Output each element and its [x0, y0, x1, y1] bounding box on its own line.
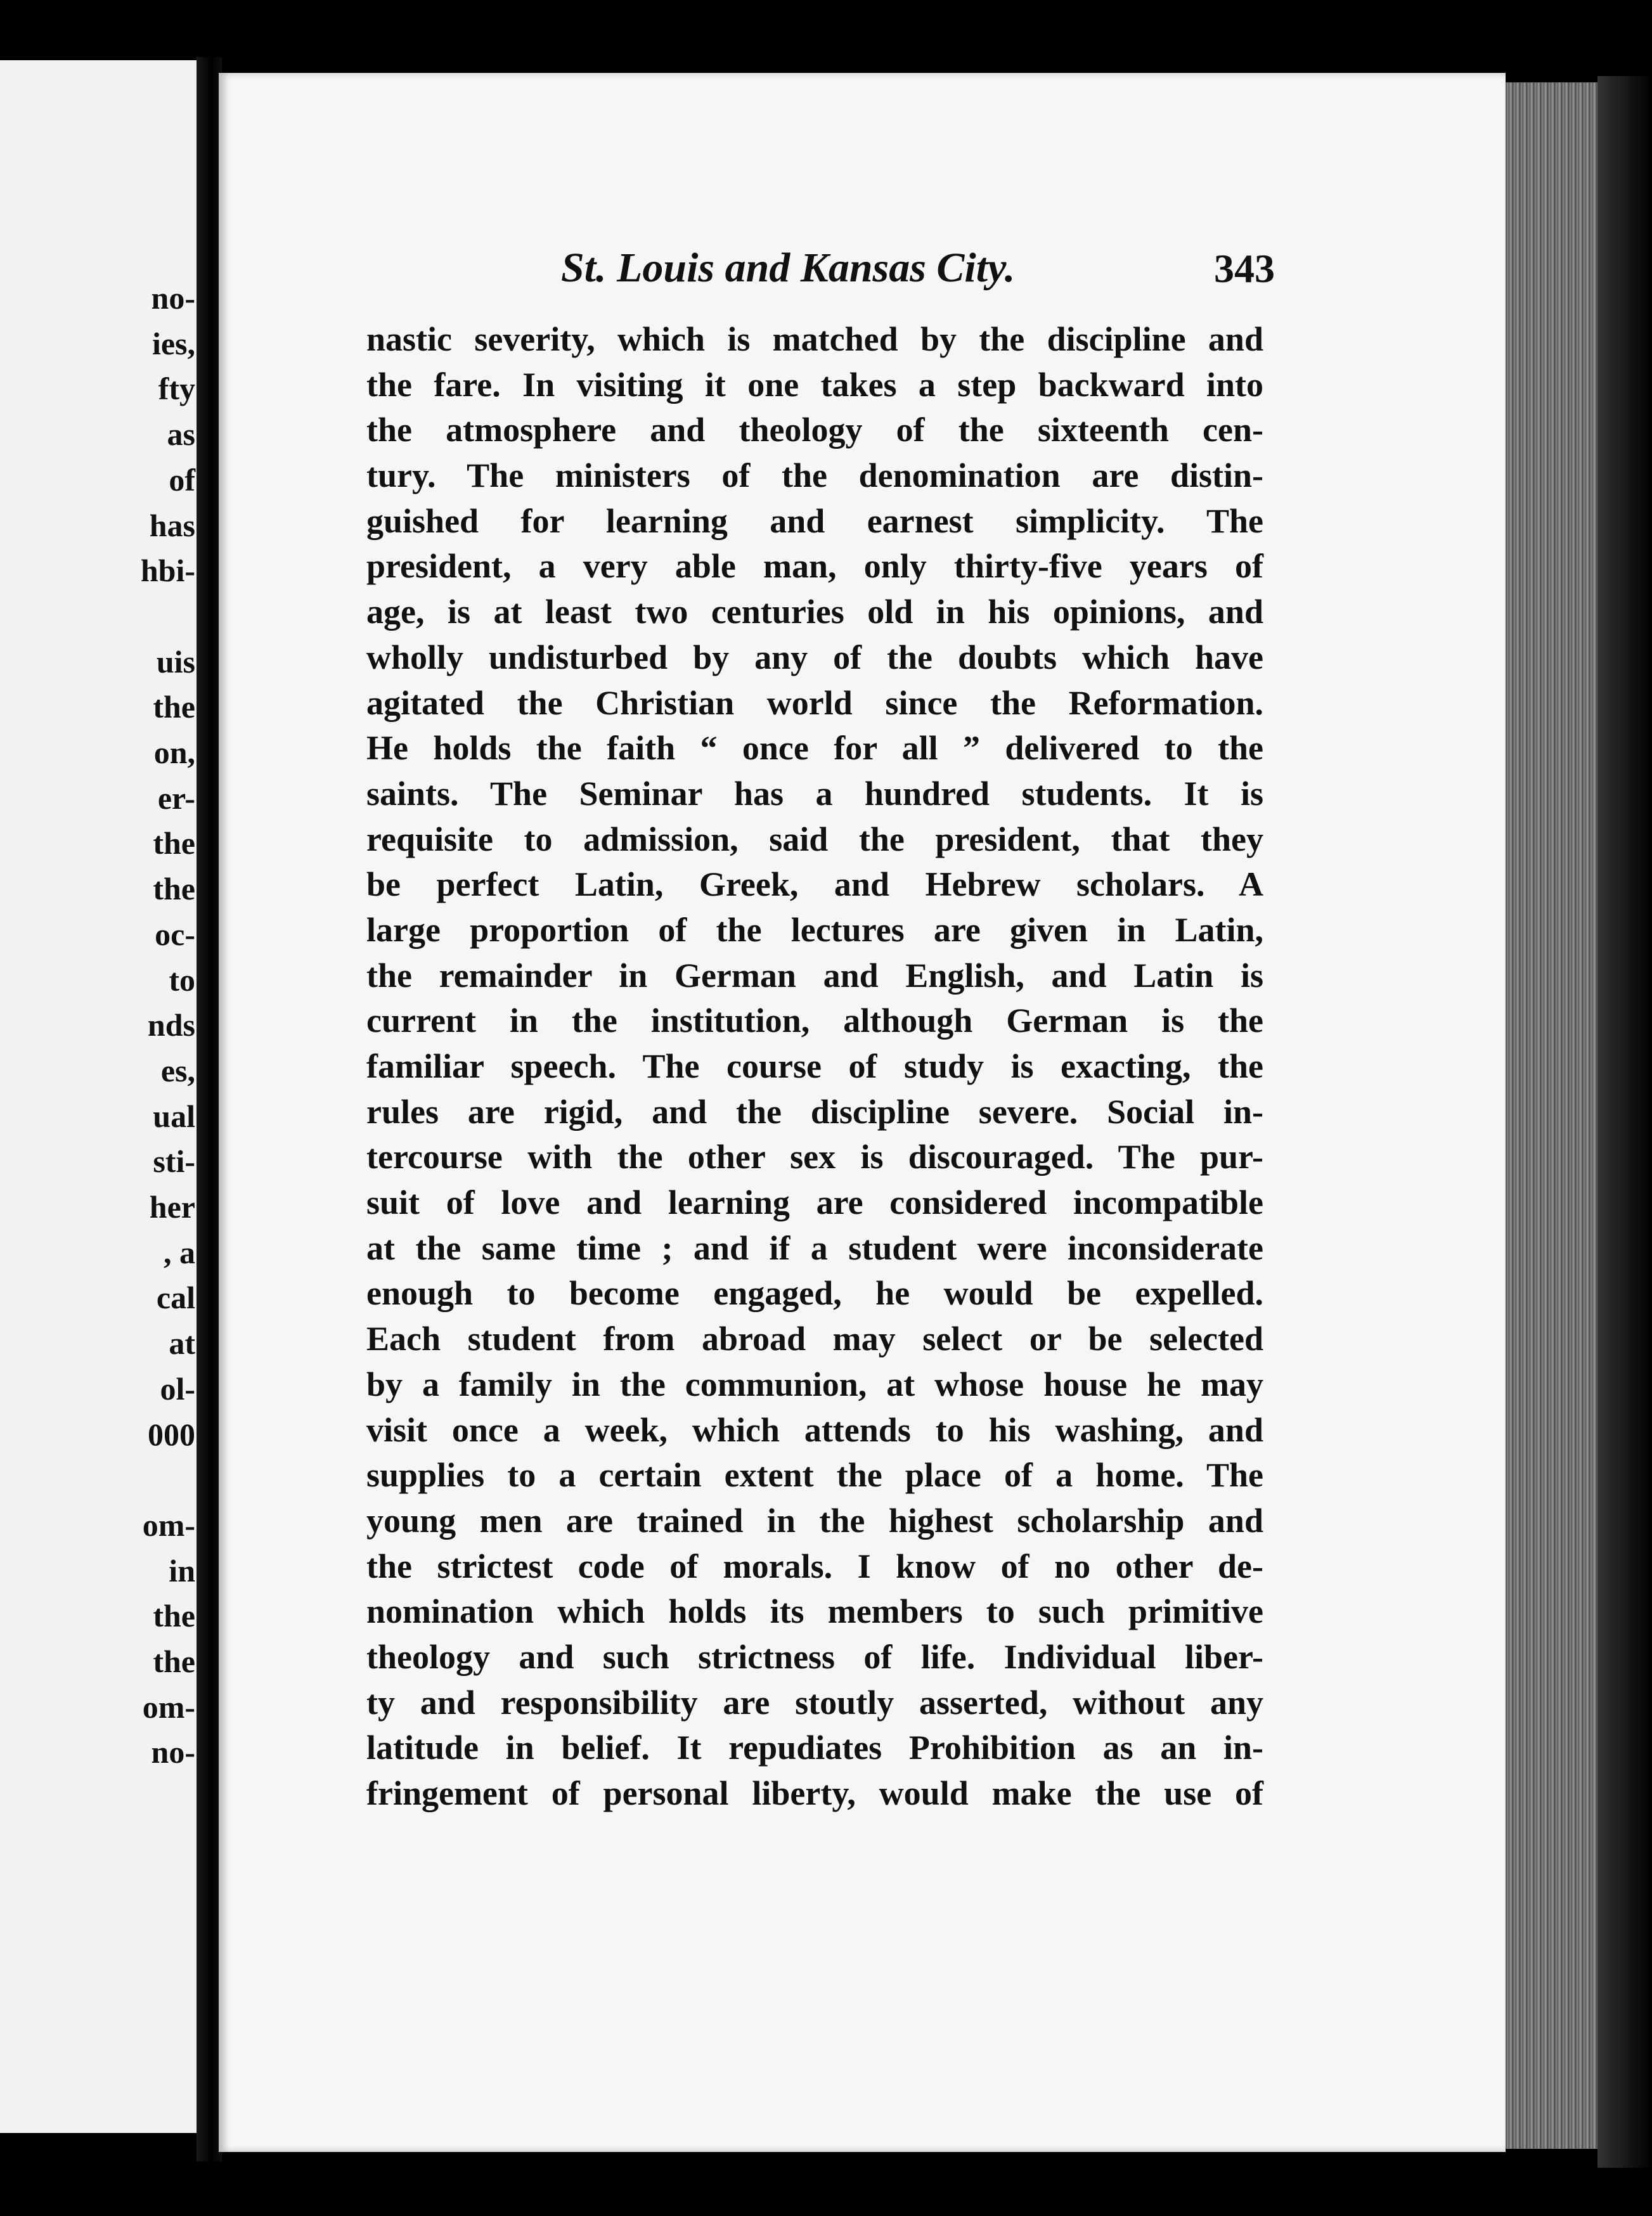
text-line: suit of love and learning are considered incompatible: [366, 1183, 1263, 1222]
previous-page-line-fragment: om-: [142, 1507, 195, 1543]
text-line: the strictest code of morals. I know of no other de-: [366, 1547, 1263, 1585]
text-line: fringement of personal liberty, would make the use of: [366, 1774, 1263, 1812]
text-line: saints. The Seminar has a hundred students. It is: [366, 774, 1263, 813]
text-line: agitated the Christian world since the Reformation.: [366, 683, 1263, 722]
text-line: large proportion of the lectures are given in Latin,: [366, 910, 1263, 949]
previous-page-line-fragment: her: [149, 1189, 195, 1225]
current-page: [219, 73, 1506, 2152]
previous-page-line-fragment: ual: [153, 1098, 195, 1134]
previous-page-line-fragment: uis: [156, 643, 195, 680]
text-line: rules are rigid, and the discipline severe. Social in-: [366, 1092, 1263, 1131]
text-line: visit once a week, which attends to his washing, and: [366, 1410, 1263, 1449]
previous-page-line-fragment: er-: [157, 780, 195, 816]
page-edges: [1502, 82, 1597, 2149]
previous-page-line-fragment: es,: [160, 1052, 195, 1088]
previous-page-line-fragment: 000: [148, 1416, 195, 1452]
previous-page-line-fragment: nds: [147, 1007, 195, 1043]
previous-page-line-fragment: to: [169, 962, 195, 998]
text-line: theology and such strictness of life. Individual liber-: [366, 1637, 1263, 1676]
previous-page-line-fragment: sti-: [153, 1143, 195, 1180]
previous-page-line-fragment: the: [153, 1598, 195, 1634]
text-line: ty and responsibility are stoutly asserted, without any: [366, 1683, 1263, 1722]
text-line: guished for learning and earnest simplicity. The: [366, 501, 1263, 540]
page-number: 343: [1214, 246, 1275, 291]
text-line: age, is at least two centuries old in his opinions, and: [366, 593, 1263, 631]
text-line: the remainder in German and English, and Latin is: [366, 956, 1263, 995]
previous-page: [0, 60, 203, 2133]
text-line: tercourse with the other sex is discouraged. The pur-: [366, 1138, 1263, 1176]
text-line: president, a very able man, only thirty-five years of: [366, 547, 1263, 586]
previous-page-line-fragment: at: [169, 1325, 195, 1362]
text-line: requisite to admission, said the president, that they: [366, 820, 1263, 858]
text-line: nastic severity, which is matched by the discipline and: [366, 320, 1263, 358]
text-line: wholly undisturbed by any of the doubts which have: [366, 638, 1263, 676]
text-line: young men are trained in the highest scholarship and: [366, 1501, 1263, 1540]
previous-page-line-fragment: ies,: [152, 325, 195, 361]
previous-page-line-fragment: the: [153, 689, 195, 725]
previous-page-line-fragment: oc-: [155, 916, 195, 952]
running-head-title: St. Louis and Kansas City.: [561, 245, 1016, 291]
text-line: at the same time ; and if a student were inconsiderate: [366, 1228, 1263, 1267]
text-line: by a family in the communion, at whose house he may: [366, 1365, 1263, 1403]
text-line: the atmosphere and theology of the sixteenth cen-: [366, 411, 1263, 449]
text-line: current in the institution, although German is the: [366, 1002, 1263, 1040]
previous-page-line-fragment: the: [153, 1644, 195, 1679]
previous-page-line-fragment: cal: [156, 1280, 195, 1316]
previous-page-line-fragment: , a: [164, 1234, 195, 1270]
text-line: latitude in belief. It repudiates Prohibition as an in-: [366, 1729, 1263, 1767]
previous-page-line-fragment: hbi-: [140, 553, 195, 589]
previous-page-line-fragment: on,: [153, 735, 195, 770]
previous-page-line-fragment: no-: [151, 280, 195, 316]
text-line: be perfect Latin, Greek, and Hebrew scholars. A: [366, 865, 1263, 904]
previous-page-line-fragment: ol-: [160, 1370, 195, 1407]
previous-page-line-fragment: fty: [158, 371, 195, 407]
previous-page-line-fragment: om-: [142, 1689, 195, 1725]
page-edge-shadow: [1597, 76, 1652, 2168]
previous-page-line-fragment: the: [153, 871, 195, 907]
text-line: nomination which holds its members to such primitive: [366, 1592, 1263, 1631]
text-line: the fare. In visiting it one takes a step backward into: [366, 365, 1263, 404]
previous-page-line-fragment: of: [169, 461, 195, 498]
body-text: [366, 317, 1263, 1817]
text-line: He holds the faith “ once for all ” delivered to the: [366, 729, 1263, 768]
previous-page-line-fragment: no-: [151, 1734, 195, 1770]
previous-page-line-fragment: the: [153, 825, 195, 861]
text-line: familiar speech. The course of study is exacting, the: [366, 1047, 1263, 1085]
previous-page-line-fragment: in: [169, 1552, 195, 1588]
previous-page-line-fragment: has: [149, 507, 195, 543]
text-line: Each student from abroad may select or be selected: [366, 1320, 1263, 1358]
previous-page-line-fragment: as: [167, 416, 195, 453]
text-line: enough to become engaged, he would be expelled.: [366, 1274, 1263, 1313]
text-line: tury. The ministers of the denomination are distin-: [366, 456, 1263, 495]
book-gutter: [197, 57, 222, 2161]
text-line: supplies to a certain extent the place of a home. The: [366, 1456, 1263, 1495]
